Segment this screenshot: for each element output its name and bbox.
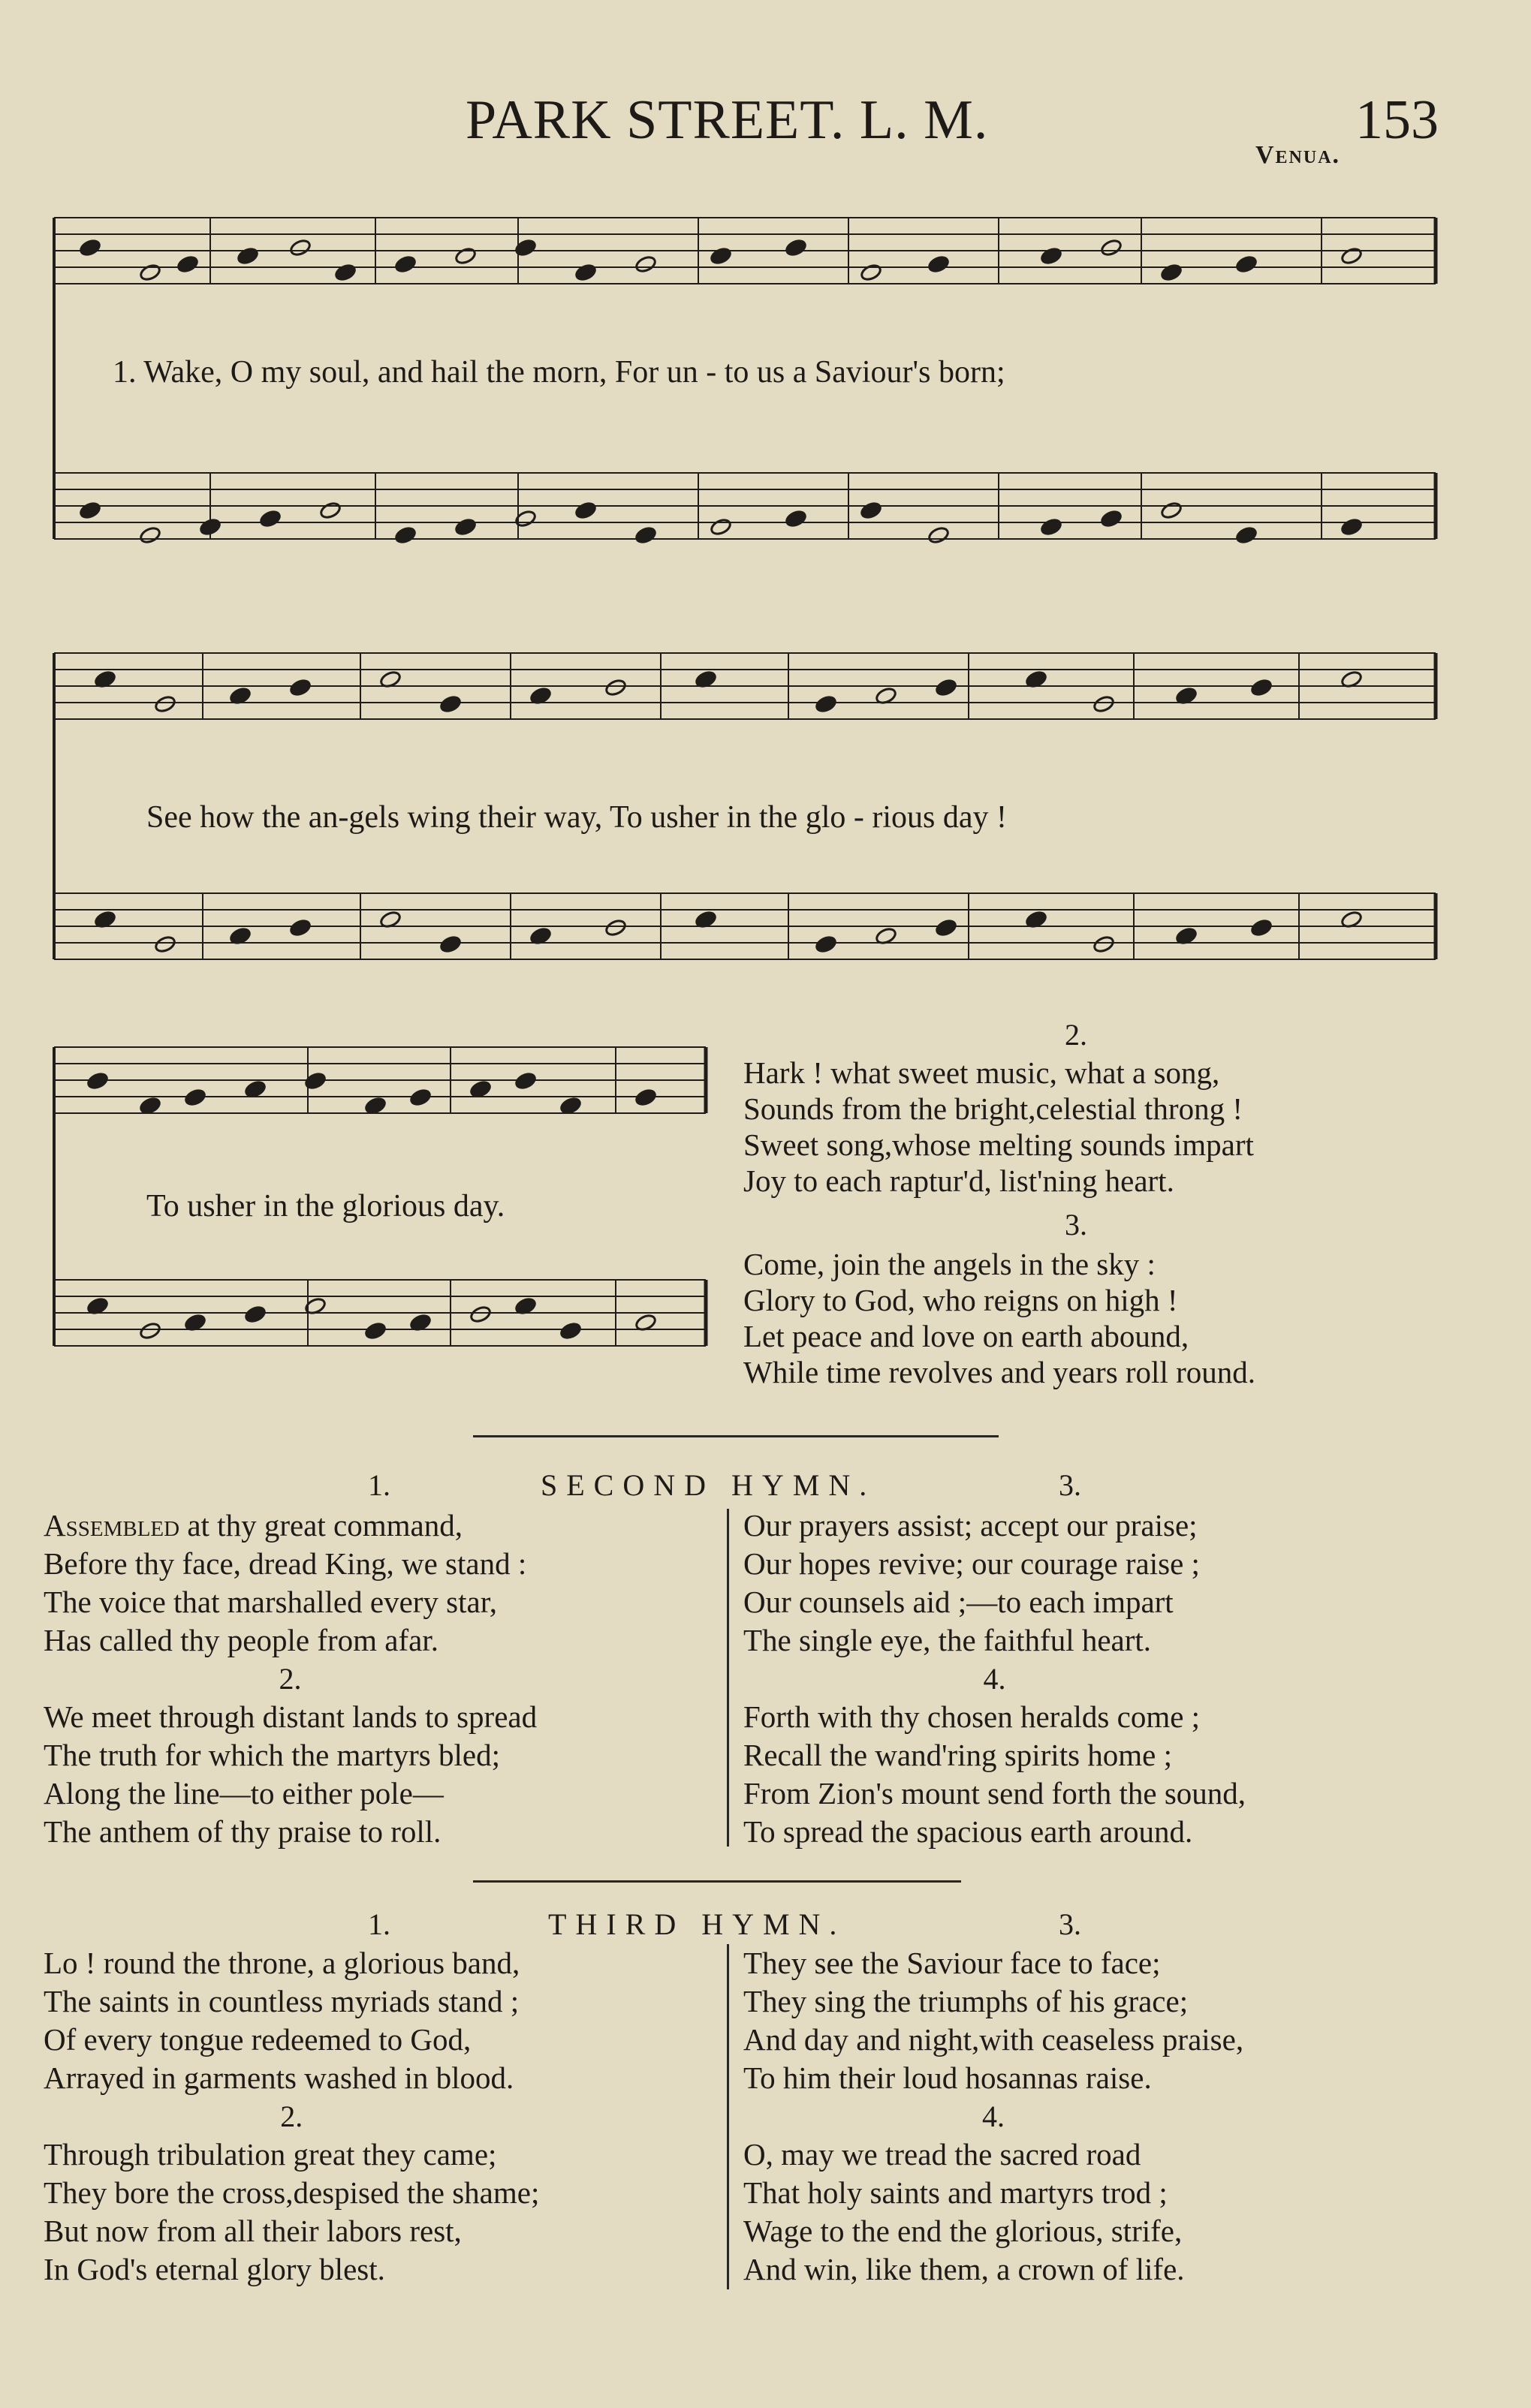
- note-head: [364, 1321, 387, 1340]
- note-head: [334, 263, 357, 281]
- note-head: [454, 517, 477, 536]
- note-head: [815, 935, 837, 953]
- note-head: [785, 509, 807, 528]
- verse-line: [44, 1507, 537, 1545]
- second-hymn-right-column: [743, 1507, 1246, 1851]
- note-head: [139, 1321, 161, 1340]
- second-hymn-right-number: 3.: [1059, 1468, 1081, 1502]
- verse-line: O, may we tread the sacred road: [743, 2137, 1141, 2172]
- note-head: [634, 525, 657, 544]
- section-divider: [473, 1435, 999, 1437]
- verse-line: The saints in countless myriads stand ;: [44, 1984, 520, 2018]
- stanza-2-number: 2.: [1065, 1018, 1087, 1052]
- note-head: [364, 1096, 387, 1115]
- lyric-line-2: See how the an-gels wing their way, To usher in the glo - rious day !: [146, 800, 1007, 835]
- section-divider: [473, 1880, 961, 1883]
- verse-line: The single eye, the faithful heart.: [743, 1623, 1152, 1657]
- note-head: [439, 694, 462, 713]
- verse-line: The voice that marshalled every star,: [44, 1585, 497, 1619]
- note-head: [409, 1088, 432, 1106]
- note-head: [176, 254, 199, 273]
- note-head: [927, 525, 950, 544]
- verse-line: Through tribulation great they came;: [44, 2137, 497, 2172]
- note-head: [289, 238, 312, 257]
- third-hymn-right-number: 3.: [1059, 1907, 1081, 1941]
- verse-line-text: at thy great command,: [179, 1508, 463, 1543]
- note-head: [154, 694, 176, 713]
- note-head: [259, 509, 282, 528]
- verse-line: Our counsels aid ;—to each impart: [743, 1585, 1174, 1619]
- verse-number: 2.: [280, 2099, 303, 2133]
- verse-line: Wage to the end the glorious, strife,: [743, 2214, 1183, 2248]
- second-hymn-title: SECOND HYMN.: [541, 1468, 876, 1502]
- verse-number: 4.: [982, 2099, 1005, 2133]
- note-head: [860, 263, 882, 281]
- note-head: [935, 678, 957, 697]
- note-head: [139, 525, 161, 544]
- note-head: [454, 246, 477, 265]
- verse-line: Before thy face, dread King, we stand :: [44, 1546, 527, 1581]
- verse-line: They see the Saviour face to face;: [743, 1946, 1161, 1980]
- stanza-3-line: Glory to God, who reigns on high !: [743, 1283, 1178, 1317]
- note-head: [1160, 263, 1183, 281]
- note-head: [1250, 678, 1273, 697]
- verse-line: To spread the spacious earth around.: [743, 1814, 1193, 1849]
- third-hymn-title: THIRD HYMN.: [548, 1907, 846, 1941]
- third-hymn-left-number: 1.: [368, 1907, 390, 1941]
- note-head: [184, 1088, 206, 1106]
- note-head: [559, 1321, 582, 1340]
- verse-line: Recall the wand'ring spirits home ;: [743, 1738, 1173, 1772]
- note-head: [1340, 517, 1363, 536]
- verse-line: And win, like them, a crown of life.: [743, 2252, 1185, 2286]
- note-head: [927, 254, 950, 273]
- second-hymn-left-number: 1.: [368, 1468, 390, 1502]
- verse-number: 4.: [983, 1662, 1006, 1696]
- note-head: [935, 918, 957, 937]
- note-head: [604, 678, 627, 697]
- note-head: [634, 1088, 657, 1106]
- column-divider: [727, 1509, 729, 1847]
- verse-line: Our prayers assist; accept our praise;: [743, 1508, 1198, 1543]
- tune-title: PARK STREET. L. M.: [466, 89, 989, 151]
- note-head: [860, 501, 882, 519]
- note-head: [199, 517, 222, 536]
- note-head: [574, 501, 597, 519]
- verse-line: In God's eternal glory blest.: [44, 2252, 385, 2286]
- note-head: [244, 1305, 267, 1323]
- verse-line: To him their loud hosannas raise.: [743, 2060, 1152, 2095]
- note-head: [1092, 935, 1115, 953]
- note-head: [439, 935, 462, 953]
- note-head: [319, 501, 342, 519]
- note-head: [469, 1079, 492, 1098]
- stanza-3-line: While time revolves and years roll round.: [743, 1355, 1255, 1389]
- note-head: [79, 238, 101, 257]
- note-head: [1340, 246, 1363, 265]
- note-head: [559, 1096, 582, 1115]
- verse-line: Has called thy people from afar.: [44, 1623, 439, 1657]
- verse-line: Of every tongue redeemed to God,: [44, 2022, 472, 2057]
- column-divider: [727, 1944, 729, 2289]
- verse-line: The anthem of thy praise to roll.: [44, 1814, 442, 1849]
- note-head: [1100, 509, 1123, 528]
- stanza-3-number: 3.: [1065, 1208, 1087, 1242]
- third-hymn-left-column: [44, 1944, 539, 2289]
- note-head: [1040, 246, 1062, 265]
- verse-line: And day and night,with ceaseless praise,: [743, 2022, 1244, 2057]
- stanza-2-line: Hark ! what sweet music, what a song,: [743, 1055, 1220, 1090]
- lyric-line-1: 1. Wake, O my soul, and hail the morn, For un - to us a Saviour's born;: [113, 355, 1005, 390]
- stanza-3-line: Come, join the angels in the sky :: [743, 1247, 1156, 1281]
- note-head: [469, 1305, 492, 1323]
- note-head: [1100, 238, 1123, 257]
- note-head: [574, 263, 597, 281]
- verse-line: They bore the cross,despised the shame;: [44, 2175, 540, 2210]
- third-hymn-right-column: [743, 1944, 1243, 2289]
- note-head: [815, 694, 837, 713]
- verse-line: The truth for which the martyrs bled;: [44, 1738, 500, 1772]
- note-head: [139, 1096, 161, 1115]
- verse-line: Along the line—to either pole—: [44, 1776, 444, 1811]
- verse-line: But now from all their labors rest,: [44, 2214, 462, 2248]
- stanza-2: [743, 1055, 1254, 1199]
- verse-line: We meet through distant lands to spread: [44, 1699, 538, 1734]
- note-head: [1040, 517, 1062, 536]
- composer-name: Venua.: [1255, 141, 1341, 169]
- note-head: [79, 501, 101, 519]
- note-head: [289, 678, 312, 697]
- stanza-3: [743, 1246, 1255, 1390]
- verse-line: Forth with thy chosen heralds come ;: [743, 1699, 1201, 1734]
- note-head: [604, 918, 627, 937]
- note-head: [710, 246, 732, 265]
- verse-line: Our hopes revive; our courage raise ;: [743, 1546, 1200, 1581]
- note-head: [1235, 254, 1258, 273]
- verse-line: Arrayed in garments washed in blood.: [44, 2060, 514, 2095]
- note-head: [785, 238, 807, 257]
- note-head: [1092, 694, 1115, 713]
- note-head: [710, 517, 732, 536]
- note-head: [139, 263, 161, 281]
- note-head: [244, 1079, 267, 1098]
- note-head: [86, 1071, 109, 1090]
- stanza-3-line: Let peace and love on earth abound,: [743, 1319, 1189, 1353]
- second-hymn-left-column: [44, 1507, 537, 1851]
- verse-line: That holy saints and martyrs trod ;: [743, 2175, 1168, 2210]
- page-number: 153: [1355, 89, 1439, 151]
- note-head: [514, 1071, 537, 1090]
- note-head: [1250, 918, 1273, 937]
- note-head: [237, 246, 259, 265]
- note-head: [154, 935, 176, 953]
- drop-word: Assembled: [44, 1508, 180, 1543]
- verse-line: From Zion's mount send forth the sound,: [743, 1776, 1246, 1811]
- note-head: [394, 254, 417, 273]
- note-head: [1160, 501, 1183, 519]
- verse-line: They sing the triumphs of his grace;: [743, 1984, 1189, 2018]
- stanza-2-line: Sweet song,whose melting sounds impart: [743, 1127, 1254, 1162]
- note-head: [394, 525, 417, 544]
- stanza-2-line: Sounds from the bright,celestial throng !: [743, 1091, 1243, 1126]
- verse-line: Lo ! round the throne, a glorious band,: [44, 1946, 520, 1980]
- note-head: [634, 254, 657, 273]
- note-head: [1235, 525, 1258, 544]
- lyric-line-3: To usher in the glorious day.: [146, 1189, 505, 1224]
- note-head: [289, 918, 312, 937]
- stanza-2-line: Joy to each raptur'd, list'ning heart.: [743, 1163, 1174, 1198]
- verse-number: 2.: [279, 1662, 302, 1696]
